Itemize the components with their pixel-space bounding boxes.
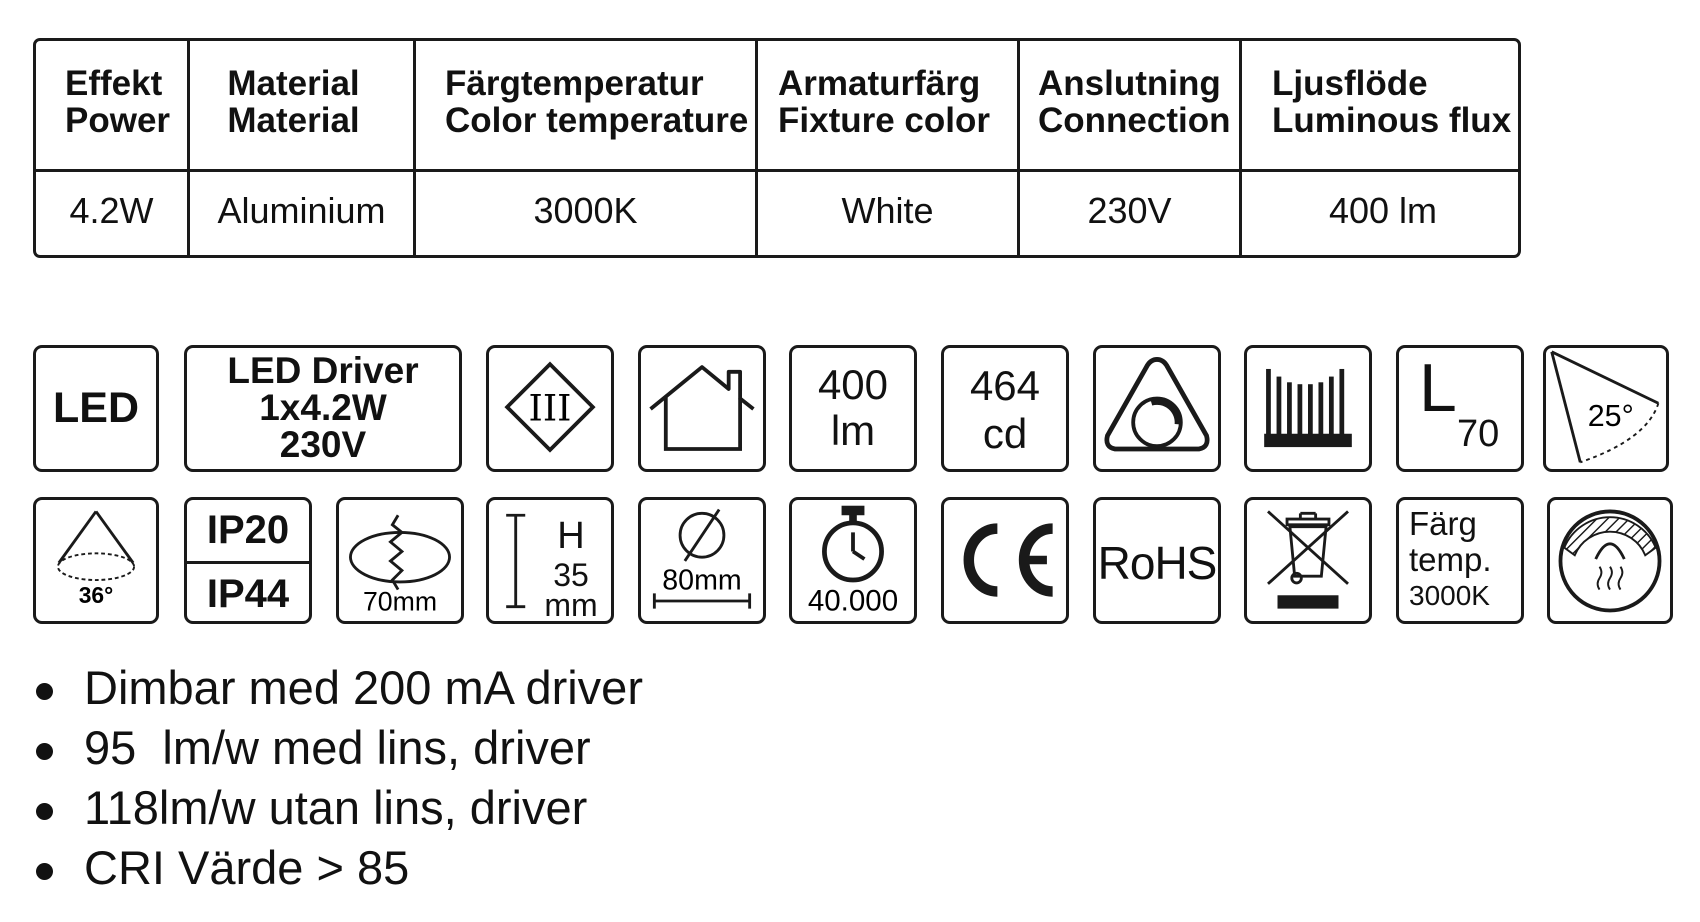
diameter-icon [638,497,766,624]
list-item: 95 lm/w med lins, driver [36,718,643,778]
height-unit: mm [544,587,598,623]
flux-unit: lm [830,407,876,454]
candela-icon [941,345,1069,472]
ip-rating-icon [184,497,312,624]
color-temp-line-1: Färg [1409,505,1477,542]
hours-label: 40.000 [807,584,899,618]
tilt-angle-icon [1543,345,1669,472]
class-iii-label: III [528,386,572,430]
lifetime-letter: L [1419,350,1457,426]
header-material: Material Material [187,41,413,169]
beam-cone [36,500,156,621]
class-iii-diamond [489,348,611,469]
height-value: 35 [553,557,589,593]
class-iii-icon [486,345,614,472]
spec-value-row [36,172,1518,255]
insulation-circle [1550,500,1670,621]
insulation-cover-icon [1547,497,1673,624]
beam-angle-label: 36° [78,581,114,608]
tilt-angle-label: 25° [1587,399,1634,434]
rohs-icon [1093,497,1221,624]
bullet-icon [36,743,53,760]
header-power: Effekt Power [65,64,171,140]
rohs-label: RoHS [1097,537,1217,589]
height-icon [486,497,614,624]
bullet-icon [36,683,53,700]
value-luminous-flux: 400 lm [1239,172,1521,255]
color-temp-icon [1396,497,1524,624]
value-connection: 230V [1017,172,1239,255]
heat-sink-icon [1244,345,1372,472]
cutout-ellipse [339,500,461,621]
lifetime-l70-icon [1396,345,1524,472]
list-item: Dimbar med 200 mA driver [36,658,643,718]
header-connection: Anslutning Connection [1017,41,1239,169]
feature-list [36,658,643,898]
ce-mark-icon [941,497,1069,624]
lifetime-subscript: 70 [1457,413,1500,455]
height-letter: H [557,515,585,557]
value-color-temperature: 3000K [413,172,755,255]
driver-icon [184,345,462,472]
diameter-label: 80mm [662,564,742,597]
driver-line-3: 230V [279,424,367,465]
ip-divider [187,561,309,564]
cutout-label: 70mm [362,586,438,617]
driver-line-2: 1x4.2W [259,387,387,428]
dimmable-icon [1093,345,1221,472]
diameter-symbol [641,500,763,621]
value-power: 4.2W [69,189,154,231]
color-temp-line-2: temp. [1409,541,1492,578]
list-item: 118lm/w utan lins, driver [36,778,643,838]
header-fixture-color: Armaturfärg Fixture color [755,41,1017,169]
beam-angle-icon [33,497,159,624]
flux-icon [789,345,917,472]
header-color-temperature: Färgtemperatur Color temperature [413,41,755,169]
list-item: CRI Värde > 85 [36,838,643,898]
candela-unit: cd [982,410,1028,457]
led-label: LED [53,384,139,432]
ip-bottom-label: IP44 [206,572,290,616]
bullet-icon [36,863,53,880]
spec-header-row [36,41,1518,172]
bullet-icon [36,803,53,820]
ce-glyph [944,500,1066,621]
candela-value: 464 [969,362,1041,409]
ip-top-label: IP20 [206,508,290,552]
indoor-house-icon [638,345,766,472]
stopwatch [792,500,914,621]
tilt-angle-wedge [1546,348,1666,469]
header-luminous-flux: Ljusflöde Luminous flux [1239,41,1521,169]
heat-sink-fins [1247,348,1369,469]
driver-line-1: LED Driver [227,350,419,391]
weee-bin-icon [1244,497,1372,624]
lifetime-hours-icon [789,497,917,624]
cutout-icon [336,497,464,624]
value-material: Aluminium [187,172,413,255]
house-outline [641,348,763,469]
value-fixture-color: White [755,172,1017,255]
flux-value: 400 [817,361,889,408]
crossed-bin [1247,500,1369,621]
spec-table [33,38,1521,258]
dimmable-triangle [1096,348,1218,469]
color-temp-line-3: 3000K [1409,580,1490,611]
led-icon [33,345,159,472]
